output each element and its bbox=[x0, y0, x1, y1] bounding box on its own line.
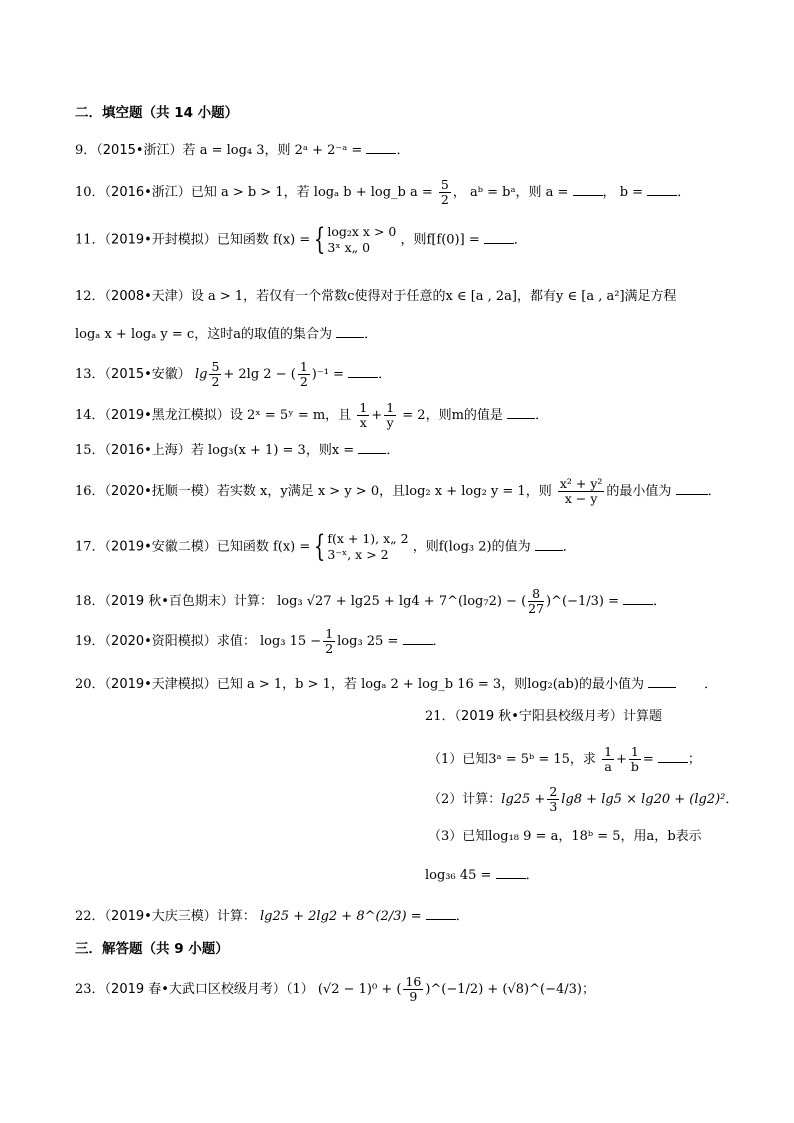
denominator: 3 bbox=[549, 799, 558, 814]
numerator: 2 bbox=[549, 784, 558, 799]
denominator: 2 bbox=[440, 192, 449, 207]
numerator: 1 bbox=[386, 400, 395, 415]
left-brace-icon: { bbox=[314, 529, 326, 564]
problem-source: （2008•天津） bbox=[104, 289, 191, 304]
fraction bbox=[602, 745, 614, 774]
problem-text: ， bbox=[602, 185, 616, 200]
punctuation: ． bbox=[432, 634, 446, 649]
problem-number: 23． bbox=[75, 982, 105, 997]
problem-13 bbox=[75, 360, 391, 389]
math-expression: 18ᵇ = 5 bbox=[571, 829, 621, 844]
problem-source: （2019 春•大武口区校级月考） bbox=[104, 982, 286, 997]
math-expression: 2ˣ = 5ʸ = m bbox=[246, 408, 326, 423]
math-expression: log₃ 25 = bbox=[337, 634, 399, 649]
problem-number: 18． bbox=[75, 594, 105, 609]
math-expression: f(x) = bbox=[272, 539, 311, 555]
problem-11 bbox=[75, 224, 527, 256]
problem-source: （2015•浙江） bbox=[96, 143, 183, 158]
math-expression: lg8 + lg5 × lg20 + (lg2)² bbox=[561, 792, 726, 807]
problem-text: 已知函数 bbox=[216, 232, 269, 248]
case-line: 3⁻ˣ, x > 2 bbox=[327, 547, 389, 562]
fraction bbox=[403, 975, 423, 1004]
answer-blank bbox=[426, 907, 456, 920]
math-expression: x bbox=[259, 484, 268, 499]
problem-number: 22． bbox=[75, 909, 105, 924]
math-expression: aᵇ = bᵃ bbox=[470, 185, 516, 200]
denominator: x − y bbox=[564, 491, 598, 506]
math-expression: log₃₆ 45 = bbox=[425, 868, 492, 883]
problem-text: 表示 bbox=[675, 829, 702, 844]
math-expression: lg bbox=[194, 367, 208, 382]
numerator: 5 bbox=[211, 359, 220, 374]
problem-text: ，都有 bbox=[517, 289, 557, 304]
math-expression: a = log₄ 3 bbox=[199, 143, 265, 158]
answer-blank bbox=[496, 866, 526, 879]
problem-number: 15． bbox=[75, 443, 105, 458]
problem-23 bbox=[75, 975, 595, 1004]
problem-text: ，用 bbox=[620, 829, 647, 844]
problem-text: ，则 bbox=[515, 185, 542, 200]
problem-text: ，则 bbox=[501, 677, 528, 692]
answer-blank bbox=[658, 750, 688, 763]
problem-16 bbox=[75, 477, 721, 506]
math-expression: y ∈ [a , a²] bbox=[556, 289, 625, 304]
denominator: 2 bbox=[299, 374, 308, 389]
problem-text: 设 bbox=[190, 289, 204, 304]
math-expression: )^(−1/3) = bbox=[546, 594, 619, 609]
answer-blank bbox=[507, 406, 535, 419]
piecewise-cases bbox=[327, 531, 408, 563]
math-expression: log₂(ab) bbox=[527, 677, 579, 692]
punctuation: ． bbox=[677, 185, 691, 200]
problem-text: 设 bbox=[229, 408, 243, 423]
answer-blank bbox=[336, 325, 364, 338]
problem-21-part-2 bbox=[428, 785, 738, 814]
math-expression: a > b > 1 bbox=[220, 185, 284, 200]
math-expression: a bbox=[233, 327, 241, 342]
problem-text: 使得对于任意的 bbox=[354, 289, 446, 304]
denominator: 2 bbox=[325, 641, 334, 656]
math-expression: f(log₃ 2) bbox=[438, 539, 492, 555]
denominator: 2 bbox=[211, 374, 220, 389]
math-expression: = 2 bbox=[402, 408, 426, 423]
problem-text: 的取值的集合为 bbox=[240, 327, 332, 342]
problem-number: 19． bbox=[75, 634, 105, 649]
problem-text: ， bbox=[267, 484, 281, 499]
math-expression: a > 1 bbox=[207, 289, 244, 304]
problem-12 bbox=[75, 289, 677, 305]
problem-9 bbox=[75, 141, 409, 159]
punctuation: ． bbox=[396, 143, 410, 158]
math-expression: a = bbox=[545, 185, 569, 200]
answer-blank bbox=[676, 482, 708, 495]
problem-text: 的最小值为 bbox=[606, 484, 672, 499]
math-expression: c bbox=[347, 289, 355, 304]
problem-text: ，这时 bbox=[194, 327, 234, 342]
problem-text: 的值为 bbox=[491, 539, 531, 555]
problem-number: 13． bbox=[75, 367, 105, 382]
denominator: a bbox=[604, 759, 612, 774]
punctuation: ； bbox=[581, 982, 595, 997]
problem-text: 满足 bbox=[287, 484, 314, 499]
punctuation: ． bbox=[725, 792, 739, 807]
problem-18 bbox=[75, 587, 666, 616]
answer-blank bbox=[348, 365, 378, 378]
fraction bbox=[528, 587, 544, 616]
numerator: 1 bbox=[630, 744, 639, 759]
denominator: x bbox=[359, 415, 367, 430]
numerator: 5 bbox=[440, 177, 449, 192]
problem-number: 17． bbox=[75, 539, 105, 555]
problem-text: ， bbox=[282, 677, 296, 692]
answer-blank bbox=[484, 231, 514, 244]
problem-text: 计算： bbox=[233, 594, 273, 609]
math-operator: = bbox=[642, 752, 654, 767]
problem-21-part-3-line-2 bbox=[425, 866, 539, 884]
punctuation: ． bbox=[378, 367, 392, 382]
denominator: 27 bbox=[528, 601, 545, 616]
math-expression: 3ᵃ = 5ᵇ = 15 bbox=[488, 752, 570, 767]
problem-number: 20． bbox=[75, 677, 105, 692]
problem-12-line-2 bbox=[75, 325, 377, 343]
punctuation: ． bbox=[513, 232, 527, 248]
problem-text: 已知 bbox=[190, 185, 217, 200]
math-expression: log₂ x + log₂ y = 1 bbox=[405, 484, 526, 499]
math-expression: b = bbox=[619, 185, 644, 200]
problem-20 bbox=[75, 675, 717, 693]
problem-text: ，则 bbox=[525, 484, 552, 499]
problem-source: （2019•大庆三模） bbox=[104, 909, 217, 924]
math-expression: log₃(x + 1) = 3 bbox=[207, 443, 306, 458]
problem-text: ，且 bbox=[379, 484, 406, 499]
problem-text: 若 bbox=[190, 443, 204, 458]
answer-blank bbox=[623, 592, 653, 605]
fraction bbox=[558, 477, 605, 506]
numerator: 8 bbox=[528, 587, 544, 602]
problem-text: 若实数 bbox=[216, 484, 256, 499]
problem-source: （2016•上海） bbox=[104, 443, 191, 458]
problem-10 bbox=[75, 178, 690, 207]
punctuation: ． bbox=[364, 327, 378, 342]
math-expression: f(x) = bbox=[272, 232, 311, 248]
math-expression: (√2 − 1)⁰ + ( bbox=[317, 982, 402, 997]
answer-blank bbox=[358, 441, 386, 454]
problem-text: （3）已知 bbox=[428, 829, 489, 844]
problem-21-part-3 bbox=[428, 829, 702, 845]
fraction bbox=[439, 178, 451, 207]
answer-blank bbox=[535, 538, 563, 551]
problem-number: 16． bbox=[75, 484, 105, 499]
denominator: b bbox=[630, 759, 639, 774]
math-expression: y bbox=[280, 484, 288, 499]
fraction bbox=[384, 401, 396, 430]
math-expression: f[f(0)] = bbox=[426, 232, 480, 248]
piecewise-cases bbox=[327, 224, 396, 256]
punctuation: ． bbox=[704, 677, 718, 692]
problem-number: 11． bbox=[75, 232, 105, 248]
problem-21-part-1 bbox=[428, 745, 701, 774]
numerator: 1 bbox=[359, 400, 368, 415]
punctuation: ． bbox=[707, 484, 721, 499]
problem-text: ，且 bbox=[325, 408, 352, 423]
problem-text: 已知函数 bbox=[216, 539, 269, 555]
problem-19 bbox=[75, 627, 446, 656]
answer-blank bbox=[647, 183, 677, 196]
fraction bbox=[629, 745, 641, 774]
fraction bbox=[323, 627, 335, 656]
math-expression: logₐ 2 + log_b 16 = 3 bbox=[361, 677, 502, 692]
case-line: f(x + 1), x„ 2 bbox=[327, 531, 409, 546]
left-brace-icon: { bbox=[314, 222, 326, 257]
problem-14 bbox=[75, 401, 548, 430]
problem-text: ，则 bbox=[412, 539, 439, 555]
denominator: 9 bbox=[409, 989, 418, 1004]
problem-text: 计算题 bbox=[622, 709, 662, 724]
numerator: 16 bbox=[405, 974, 422, 989]
fraction bbox=[298, 360, 310, 389]
problem-text: 计算： bbox=[216, 909, 256, 924]
math-expression: b bbox=[667, 829, 676, 844]
problem-text: 已知 bbox=[216, 677, 243, 692]
math-expression: + 2lg 2 − ( bbox=[223, 367, 296, 382]
math-expression: logₐ x + logₐ y = c bbox=[75, 327, 195, 342]
problem-number: 12． bbox=[75, 289, 105, 304]
problem-15 bbox=[75, 441, 399, 459]
answer-blank bbox=[648, 675, 676, 688]
math-expression: lg25 + 2lg2 + 8^(2/3) = bbox=[259, 909, 422, 924]
problem-source: （2019•天津模拟） bbox=[104, 677, 217, 692]
punctuation: ． bbox=[455, 909, 469, 924]
math-expression: lg25 + bbox=[501, 792, 546, 807]
problem-text: ，若 bbox=[330, 677, 357, 692]
math-expression: x = bbox=[331, 443, 355, 458]
problem-source: （2016•浙江） bbox=[104, 185, 191, 200]
math-expression: a > 1 bbox=[246, 677, 283, 692]
math-expression: x ∈ [a , 2a] bbox=[445, 289, 518, 304]
problem-source: （2015•安徽） bbox=[104, 367, 191, 382]
problem-source: （2019•安徽二模） bbox=[104, 539, 217, 555]
problem-17 bbox=[75, 531, 576, 563]
problem-text: ，若仅有一个常数 bbox=[243, 289, 348, 304]
problem-source: （2020•抚顺一模） bbox=[104, 484, 217, 499]
problem-text: ， bbox=[654, 829, 668, 844]
math-expression: log₃ 15 − bbox=[259, 634, 322, 649]
case-line: 3ˣ x„ 0 bbox=[327, 240, 371, 255]
problem-number: 9． bbox=[75, 143, 97, 158]
problem-text: 求值： bbox=[216, 634, 256, 649]
fraction bbox=[357, 401, 369, 430]
problem-21 bbox=[425, 709, 662, 725]
problem-text: ，若 bbox=[283, 185, 310, 200]
problem-text: 的值是 bbox=[463, 408, 503, 423]
problem-text: ， bbox=[558, 829, 572, 844]
punctuation: ． bbox=[386, 443, 400, 458]
fraction bbox=[547, 785, 559, 814]
answer-blank bbox=[403, 632, 433, 645]
problem-source: （2020•资阳模拟） bbox=[104, 634, 217, 649]
problem-text: （2）计算： bbox=[428, 792, 502, 807]
punctuation: ． bbox=[525, 868, 539, 883]
case-line: log₂x x > 0 bbox=[327, 224, 397, 239]
problem-number: 21． bbox=[425, 709, 455, 724]
math-expression: a bbox=[646, 829, 655, 844]
problem-source: （2019 秋•宁阳县校级月考） bbox=[454, 709, 623, 724]
denominator: y bbox=[386, 415, 394, 430]
numerator: 1 bbox=[325, 626, 334, 641]
numerator: 1 bbox=[299, 359, 308, 374]
problem-text: （1）已知 bbox=[428, 752, 489, 767]
answer-blank bbox=[366, 141, 396, 154]
punctuation: ． bbox=[535, 408, 549, 423]
problem-text: ， bbox=[452, 185, 466, 200]
section-title-fill-in: 二．填空题（共 14 小题） bbox=[75, 105, 239, 121]
numerator: 1 bbox=[604, 744, 613, 759]
answer-blank bbox=[573, 183, 603, 196]
problem-source: （2019•开封模拟） bbox=[104, 232, 217, 248]
math-expression: )⁻¹ = bbox=[311, 367, 344, 382]
punctuation: ． bbox=[653, 594, 667, 609]
math-expression: m bbox=[451, 408, 464, 423]
problem-text: 满足方程 bbox=[624, 289, 677, 304]
punctuation: ； bbox=[687, 752, 701, 767]
math-expression: ，则 2ᵃ + 2⁻ᵃ = bbox=[264, 143, 363, 158]
fraction bbox=[209, 360, 221, 389]
problem-number: 10． bbox=[75, 185, 105, 200]
problem-22 bbox=[75, 907, 469, 925]
math-expression: logₐ b + log_b a = bbox=[313, 185, 433, 200]
problem-text: ，则 bbox=[425, 408, 452, 423]
problem-text: ，则 bbox=[400, 232, 427, 248]
math-expression: log₁₈ 9 = a bbox=[488, 829, 559, 844]
problem-text: ，求 bbox=[569, 752, 596, 767]
problem-text: （1） bbox=[285, 982, 314, 997]
problem-source: （2019 秋•百色期末） bbox=[104, 594, 234, 609]
math-operator: + bbox=[616, 752, 627, 767]
math-expression: x > y > 0 bbox=[317, 484, 380, 499]
math-expression: )^(−1/2) + (√8)^(−4/3) bbox=[425, 982, 582, 997]
problem-text: ，则 bbox=[305, 443, 332, 458]
problem-text: 若 bbox=[182, 143, 196, 158]
punctuation: ． bbox=[562, 539, 576, 555]
section-title-answer: 三．解答题（共 9 小题） bbox=[75, 941, 229, 957]
numerator: x² + y² bbox=[559, 476, 603, 491]
problem-number: 14． bbox=[75, 408, 105, 423]
math-operator: + bbox=[371, 408, 383, 423]
problem-text: 的最小值为 bbox=[578, 677, 644, 692]
math-expression: log₃ √27 + lg25 + lg4 + 7^(log₇2) − ( bbox=[277, 594, 527, 609]
math-expression: b > 1 bbox=[295, 677, 331, 692]
problem-source: （2019•黑龙江模拟） bbox=[104, 408, 230, 423]
